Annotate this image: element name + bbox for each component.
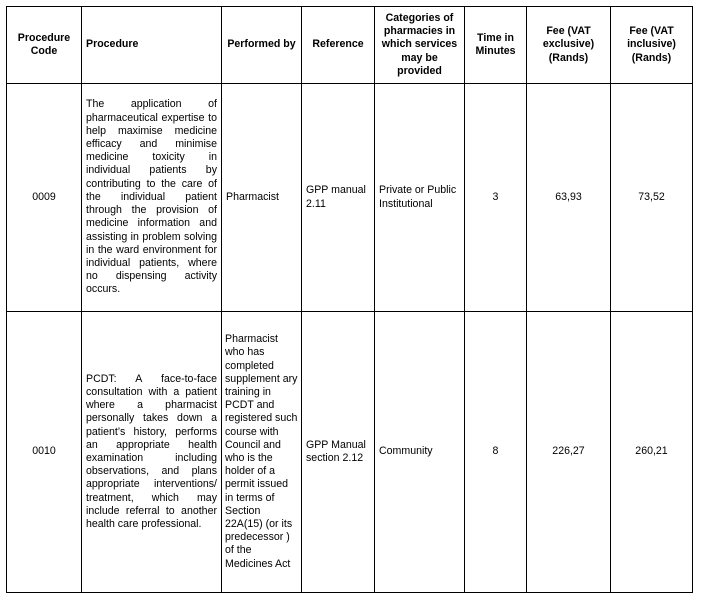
fee-excl-cell: 226,27 (527, 312, 611, 593)
categories-cell: Private or Public Institutional (375, 84, 465, 312)
performed-by-cell: Pharmacist (222, 84, 302, 312)
header-procedure: Procedure (82, 7, 222, 84)
header-fee-excl: Fee (VAT exclusive) (Rands) (527, 7, 611, 84)
procedure-description-cell: PCDT: A face-to-face consultation with a patient where a pharmacist personally takes down a patient’s history, performs an appropriate health examination including observations, and plans appropriate interventions/ treatment, which may include referral to another health care professional. (82, 312, 222, 593)
table-row (7, 84, 693, 312)
header-categories: Categories of pharmacies in which services may be provided (375, 7, 465, 84)
fee-excl-cell: 63,93 (527, 84, 611, 312)
header-reference: Reference (302, 7, 375, 84)
reference-cell: GPP manual 2.11 (302, 84, 375, 312)
time-cell: 3 (465, 84, 527, 312)
header-time: Time in Minutes (465, 7, 527, 84)
fee-incl-cell: 73,52 (611, 84, 693, 312)
performed-by-cell: Pharmacist who has completed supplement ary training in PCDT and registered such course with Council and who is the holder of a permit issued in terms of Section 22A(15) (or its predecessor ) of the Medicines Act (222, 312, 302, 593)
procedure-code-cell: 0010 (7, 312, 82, 593)
categories-cell: Community (375, 312, 465, 593)
procedure-code-cell: 0009 (7, 84, 82, 312)
table-row (7, 312, 693, 593)
procedure-fee-table (6, 6, 693, 593)
header-performed-by: Performed by (222, 7, 302, 84)
time-cell: 8 (465, 312, 527, 593)
procedure-description-cell: The application of pharmaceutical expertise to help maximise medicine efficacy and minimise medicine toxicity in individual patients by contributing to the care of the individual patient through the provision of medicine information and assisting in problem solving in the ward environment for individual patients, where no dispensing activity occurs. (82, 84, 222, 312)
header-procedure-code: Procedure Code (7, 7, 82, 84)
header-row (7, 7, 693, 84)
reference-cell: GPP Manual section 2.12 (302, 312, 375, 593)
fee-incl-cell: 260,21 (611, 312, 693, 593)
header-fee-incl: Fee (VAT inclusive) (Rands) (611, 7, 693, 84)
